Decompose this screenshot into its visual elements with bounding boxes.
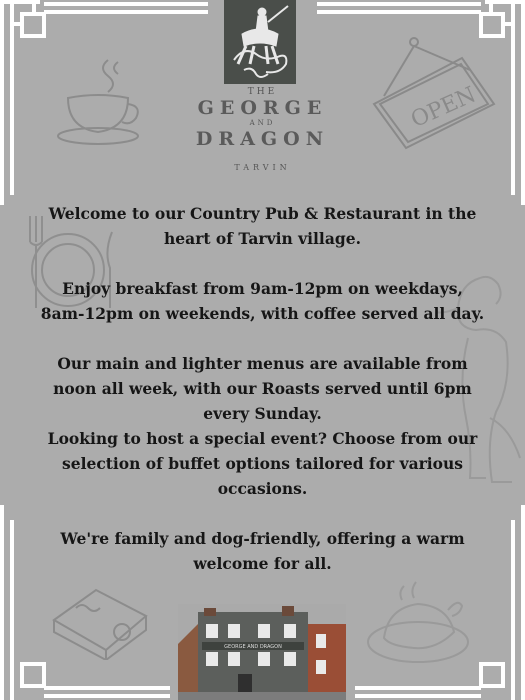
- building-sign: GEORGE AND DRAGON: [224, 644, 282, 650]
- events-text: Looking to host a special event? Choose from our selection of buffet options tailored for various occasions.: [47, 429, 478, 498]
- brand-the: THE: [247, 87, 278, 97]
- breakfast-text: Enjoy breakfast from 9am-12pm on weekdays, 8am-12pm on weekends, with coffee served all day.: [40, 279, 485, 323]
- pub-building-image: [178, 604, 346, 700]
- menus-text: Our main and lighter menus are available from noon all week, with our Roasts served until 6pm every Sunday.: [53, 354, 472, 423]
- logo-icon: [228, 4, 292, 80]
- roast-chicken-icon: [364, 580, 474, 670]
- cake-icon: [46, 580, 156, 660]
- brand-location: TARVIN: [234, 163, 291, 172]
- welcome-text: Welcome to our Country Pub & Restaurant in the heart of Tarvin village.: [48, 204, 477, 248]
- open-sign-label: OPEN: [407, 82, 480, 134]
- brand-and: AND: [249, 119, 276, 127]
- logo: [224, 0, 296, 84]
- brand-dragon: DRAGON: [195, 128, 330, 150]
- brand-george: GEORGE: [197, 97, 328, 119]
- family-text: We're family and dog-friendly, offering a warm welcome for all.: [60, 529, 465, 573]
- poster-body: [40, 201, 485, 576]
